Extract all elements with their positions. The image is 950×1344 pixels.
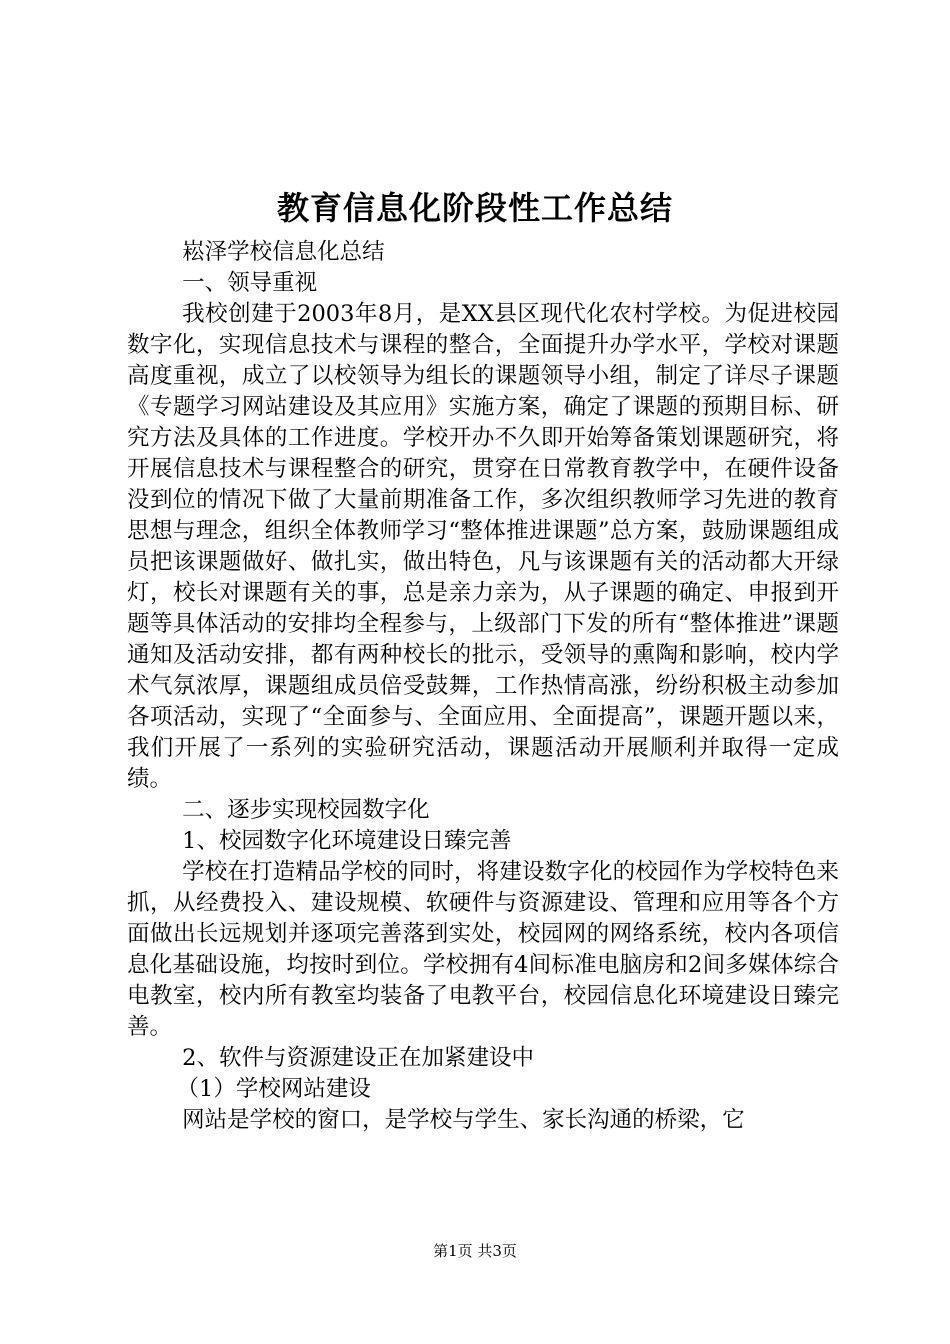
page-footer: 第1页 共3页 xyxy=(433,1242,517,1260)
paragraph-website: 网站是学校的窗口，是学校与学生、家长沟通的桥梁，它 xyxy=(182,1107,745,1133)
subsection-heading-2: 2、软件与资源建设正在加紧建设中 xyxy=(182,1045,534,1071)
item-heading-website: （1）学校网站建设 xyxy=(176,1076,371,1102)
subsection-heading-1: 1、校园数字化环境建设日臻完善 xyxy=(182,828,512,854)
paragraph-subtitle: 崧泽学校信息化总结 xyxy=(182,239,385,265)
section-heading-1: 一、领导重视 xyxy=(182,270,318,296)
paragraph-leadership: 我校创建于2003年8月，是XX县区现代化农村学校。为促进校园数字化，实现信息技术与课程的整合，全面提升办学水平，学校对课题高度重视，成立了以校领导为组长的课题领导小组，制定了详尽子课题《专题学习网站建设及其应用》实施方案，确定了课题的预期目标、研究方法及具体的工作进度。学校开办不久即开始筹备策划课题研究，将开展信息技术与课程整合的研究，贯穿在日常教育教学中，在硬件设备没到位的情况下做了大量前期准备工作，多次组织教师学习先进的教育思想与理念，组织全体教师学习“整体推进课题”总方案，鼓励课题组成员把该课题做好、做扎实，做出特色，凡与该课题有关的活动都大开绿灯，校长对课题有关的事，总是亲力亲为，从子课题的确定、申报到开题等具体活动的安排均全程参与，上级部门下发的所有“整体推进”课题通知及活动安排，都有两种校长的批示，受领导的熏陶和影响，校内学术气氛浓厚，课题组成员倍受鼓舞，工作热情高涨，纷纷积极主动参加各项活动，实现了“全面参与、全面应用、全面提高”，课题开题以来，我们开展了一系列的实验研究活动，课题活动开展顺利并取得一定成绩。 xyxy=(127,301,839,792)
document-body xyxy=(127,237,839,1136)
section-heading-2: 二、逐步实现校园数字化 xyxy=(182,797,430,823)
document-title: 教育信息化阶段性工作总结 xyxy=(276,189,673,227)
paragraph-environment: 学校在打造精品学校的同时，将建设数字化的校园作为学校特色来抓，从经费投入、建设规模、软硬件与资源建设、管理和应用等各个方面做出长远规划并逐项完善落到实处，校园网的网络系统，校内各项信息化基础设施，均按时到位。学校拥有4间标准电脑房和2间多媒体综合电教室，校内所有教室均装备了电教平台，校园信息化环境建设日臻完善。 xyxy=(127,859,839,1040)
